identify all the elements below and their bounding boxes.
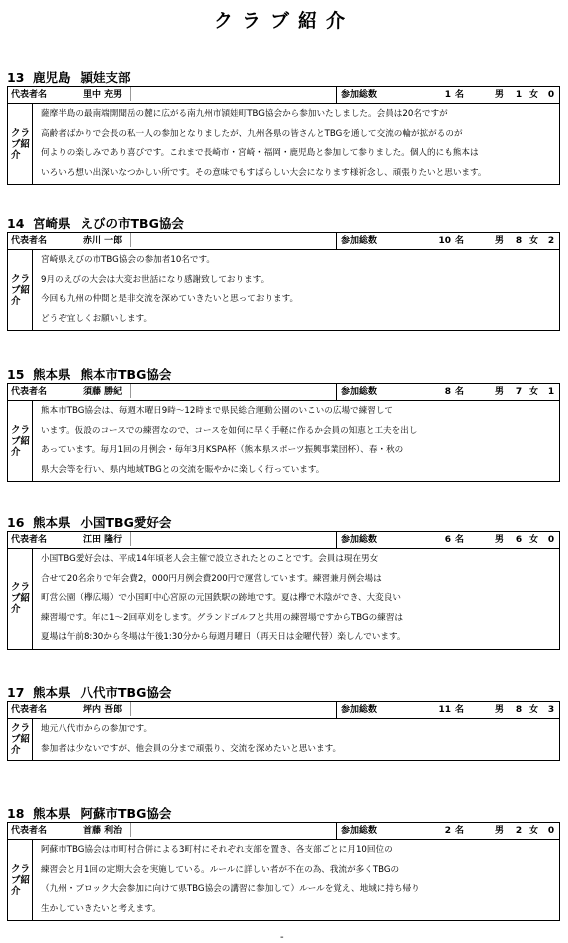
club-body xyxy=(8,840,559,920)
description-line: 熊本市TBG協会は、毎週木曜日9時～12時まで県民総合運動公園のいこいの広場で練習して xyxy=(41,406,394,416)
male-label: 男 xyxy=(495,826,505,836)
representative-cell xyxy=(8,384,337,400)
male-count: 2 xyxy=(515,826,523,836)
description-line: 合せて20名余りで年会費2，000円月例会費200円で運営しています。練習兼月例会場は xyxy=(41,573,382,584)
club-intro-label-text: クラブ紹介 xyxy=(11,424,31,458)
club-intro-side-label xyxy=(8,549,33,649)
club-prefecture: 宮崎県 xyxy=(33,216,71,231)
female-count: 1 xyxy=(547,387,555,397)
club-description xyxy=(33,549,559,649)
club-heading xyxy=(7,367,560,383)
description-line: 高齢者ばかりで会長の私一人の参加となりましたが、九州各県の皆さんとTBGを通して交流の輪が拡がるのが xyxy=(41,128,463,139)
club-box xyxy=(7,701,560,761)
club-heading xyxy=(7,216,560,232)
gender-counts xyxy=(495,702,559,718)
representative-name: 江田 隆行 xyxy=(83,535,123,545)
club-name: 熊本市TBG協会 xyxy=(80,367,172,382)
female-label: 女 xyxy=(529,236,539,246)
club-intro-label-text: クラブ紹介 xyxy=(11,582,31,616)
club-body xyxy=(8,719,559,760)
unit-label: 名 xyxy=(455,705,465,715)
count-cell xyxy=(337,823,559,839)
club-box xyxy=(7,86,560,185)
description-line: いろいろ想い出深いなつかしい所です。その意味でもすばらしい大会になります様祈念し、頑張りたいと思います。 xyxy=(41,167,487,178)
club-box xyxy=(7,383,560,482)
description-line: どうぞ宜しくお願いします。 xyxy=(41,313,153,324)
total-value: 10 xyxy=(438,236,451,246)
count-cell xyxy=(337,87,559,103)
club-box xyxy=(7,232,560,331)
unit-label: 名 xyxy=(455,535,465,545)
description-line: 生かしていきたいと考えます。 xyxy=(41,903,161,914)
representative-name: 坪内 吾郎 xyxy=(83,705,123,715)
description-line: 夏場は午前8:30から冬場は午後1:30分から毎週月曜日（再天日は金曜代替）楽しんでいます。 xyxy=(41,632,406,642)
club-body xyxy=(8,104,559,184)
gender-counts xyxy=(495,823,559,839)
female-count: 2 xyxy=(547,236,555,246)
description-line: 宮崎県えびの市TBG協会の参加者10名です。 xyxy=(41,255,215,265)
club-intro-side-label xyxy=(8,719,33,760)
club-number: 13 xyxy=(7,70,25,85)
club-entry xyxy=(7,70,560,185)
gender-counts xyxy=(495,532,559,548)
male-label: 男 xyxy=(495,535,505,545)
representative-label: 代表者名 xyxy=(11,236,48,246)
club-heading xyxy=(7,70,560,86)
club-intro-label-text: クラブ紹介 xyxy=(11,273,31,307)
gender-counts xyxy=(495,87,559,103)
club-prefecture: 熊本県 xyxy=(33,806,71,821)
description-line: 今回も九州の仲間と是非交流を深めていきたいと思っております。 xyxy=(41,294,299,304)
club-heading xyxy=(7,685,560,701)
description-line: 阿蘇市TBG協会は市町村合併による3町村にそれぞれ支部を置き、各支部ごとに月10回位の xyxy=(41,845,393,855)
club-name: 八代市TBG協会 xyxy=(80,685,172,700)
count-cell xyxy=(337,233,559,249)
club-number: 16 xyxy=(7,515,25,530)
club-prefecture: 鹿児島 xyxy=(33,70,71,85)
male-label: 男 xyxy=(495,705,505,715)
description-line: （九州・ブロック大会参加に向けて県TBG協会の講習に参加して）ルールを覚え、地域に持ち帰り xyxy=(41,884,420,894)
info-row xyxy=(8,87,559,104)
club-description xyxy=(33,250,559,330)
club-box xyxy=(7,531,560,650)
club-name: 阿蘇市TBG協会 xyxy=(80,806,172,821)
club-description xyxy=(33,104,559,184)
club-name: えびの市TBG協会 xyxy=(80,216,184,231)
total-label: 参加総数 xyxy=(341,236,378,246)
description-line: 練習場です。年に1～2回草刈をします。グランドゴルフと共用の練習場ですからTBGの練習は xyxy=(41,612,404,623)
club-body xyxy=(8,401,559,481)
total-value: 6 xyxy=(444,535,451,545)
redacted-area xyxy=(130,532,291,546)
representative-cell xyxy=(8,823,337,839)
club-body xyxy=(8,549,559,649)
total-label: 参加総数 xyxy=(341,387,378,397)
representative-cell xyxy=(8,532,337,548)
representative-label: 代表者名 xyxy=(11,705,48,715)
representative-label: 代表者名 xyxy=(11,90,48,100)
female-count: 3 xyxy=(547,705,555,715)
representative-name: 赤川 一郎 xyxy=(83,236,123,246)
info-row xyxy=(8,823,559,840)
club-intro-label-text: クラブ紹介 xyxy=(11,863,31,897)
club-entry xyxy=(7,685,560,761)
description-line: 参加者は少ないですが、他会員の分まで頑張り、交流を深めたいと思います。 xyxy=(41,743,342,754)
gender-counts xyxy=(495,384,559,400)
description-line: 何よりの楽しみであり喜びです。これまで長崎市・宮崎・福岡・鹿児島と参加して参りました。個人的にも熊本は xyxy=(41,148,479,158)
female-count: 0 xyxy=(547,535,555,545)
female-label: 女 xyxy=(529,90,539,100)
club-intro-side-label xyxy=(8,401,33,481)
club-description xyxy=(33,719,559,760)
club-name: 小国TBG愛好会 xyxy=(80,515,172,530)
unit-label: 名 xyxy=(455,90,465,100)
representative-cell xyxy=(8,702,337,718)
total-value: 8 xyxy=(444,387,451,397)
female-count: 0 xyxy=(547,826,555,836)
club-intro-side-label xyxy=(8,840,33,920)
club-name: 頴娃支部 xyxy=(80,70,131,85)
description-line: 練習会と月1回の定期大会を実施している。ルールに詳しい者が不在の為、我流が多くTBGの xyxy=(41,864,400,875)
description-line: 地元八代市からの参加です。 xyxy=(41,724,153,734)
info-row xyxy=(8,532,559,549)
club-intro-side-label xyxy=(8,250,33,330)
male-count: 7 xyxy=(515,387,523,397)
info-row xyxy=(8,384,559,401)
representative-name: 須藤 勝紀 xyxy=(83,387,123,397)
male-label: 男 xyxy=(495,387,505,397)
male-label: 男 xyxy=(495,90,505,100)
club-body xyxy=(8,250,559,330)
club-intro-label-text: クラブ紹介 xyxy=(11,127,31,161)
redacted-area xyxy=(130,87,291,101)
representative-name: 首藤 利治 xyxy=(83,826,123,836)
club-entry xyxy=(7,806,560,921)
total-value: 1 xyxy=(444,90,451,100)
info-row xyxy=(8,233,559,250)
total-value: 11 xyxy=(438,705,451,715)
club-entry xyxy=(7,367,560,482)
unit-label: 名 xyxy=(455,387,465,397)
total-label: 参加総数 xyxy=(341,705,378,715)
club-heading xyxy=(7,515,560,531)
description-line: 県大会等を行い、県内地域TBGとの交流を賑やかに楽しく行っています。 xyxy=(41,464,325,475)
representative-label: 代表者名 xyxy=(11,387,48,397)
redacted-area xyxy=(130,823,291,837)
description-line: 町営公園（欅広場）で小国町中心宮原の元国鉄駅の跡地です。夏は欅で木陰ができ、大変良い xyxy=(41,593,401,603)
description-line: 薩摩半島の最南端開聞岳の麓に広がる南九州市頴娃町TBG協会から参加いたしました。会員は20名ですが xyxy=(41,109,448,119)
club-prefecture: 熊本県 xyxy=(33,685,71,700)
club-box xyxy=(7,822,560,921)
male-count: 6 xyxy=(515,535,523,545)
club-description xyxy=(33,401,559,481)
club-number: 14 xyxy=(7,216,25,231)
female-count: 0 xyxy=(547,90,555,100)
count-cell xyxy=(337,384,559,400)
representative-name: 里中 充男 xyxy=(83,90,123,100)
club-prefecture: 熊本県 xyxy=(33,515,71,530)
representative-label: 代表者名 xyxy=(11,826,48,836)
club-heading xyxy=(7,806,560,822)
club-number: 18 xyxy=(7,806,25,821)
club-description xyxy=(33,840,559,920)
representative-cell xyxy=(8,87,337,103)
total-label: 参加総数 xyxy=(341,826,378,836)
male-count: 8 xyxy=(515,236,523,246)
description-line: います。仮設のコースでの練習なので、コースを如何に早く手軽に作るか会員の知恵と工夫を出し xyxy=(41,425,418,436)
club-intro-label-text: クラブ紹介 xyxy=(11,723,31,756)
description-line: 9月のえびの大会は大変お世話になり感謝致しております。 xyxy=(41,274,270,285)
page-title: クラブ紹介 xyxy=(213,10,354,32)
count-cell xyxy=(337,702,559,718)
club-number: 15 xyxy=(7,367,25,382)
gender-counts xyxy=(495,233,559,249)
male-count: 8 xyxy=(515,705,523,715)
female-label: 女 xyxy=(529,705,539,715)
redacted-area xyxy=(130,702,291,716)
representative-label: 代表者名 xyxy=(11,535,48,545)
total-label: 参加総数 xyxy=(341,90,378,100)
female-label: 女 xyxy=(529,535,539,545)
unit-label: 名 xyxy=(455,236,465,246)
description-line: あっています。毎月1回の月例会・毎年3月KSPA杯（熊本県スポーツ振興事業団杯）、春・秋の xyxy=(41,445,404,455)
club-prefecture: 熊本県 xyxy=(33,367,71,382)
info-row xyxy=(8,702,559,719)
count-cell xyxy=(337,532,559,548)
male-label: 男 xyxy=(495,236,505,246)
total-label: 参加総数 xyxy=(341,535,378,545)
female-label: 女 xyxy=(529,387,539,397)
club-entry xyxy=(7,515,560,650)
unit-label: 名 xyxy=(455,826,465,836)
total-value: 2 xyxy=(444,826,451,836)
club-number: 17 xyxy=(7,685,25,700)
redacted-area xyxy=(130,233,291,247)
redacted-area xyxy=(130,384,291,398)
page-number: - xyxy=(280,932,284,943)
female-label: 女 xyxy=(529,826,539,836)
club-entry xyxy=(7,216,560,331)
male-count: 1 xyxy=(515,90,523,100)
club-intro-side-label xyxy=(8,104,33,184)
representative-cell xyxy=(8,233,337,249)
description-line: 小国TBG愛好会は、平成14年頃老人会主催で設立されたとのことです。会員は現在男女 xyxy=(41,554,379,564)
